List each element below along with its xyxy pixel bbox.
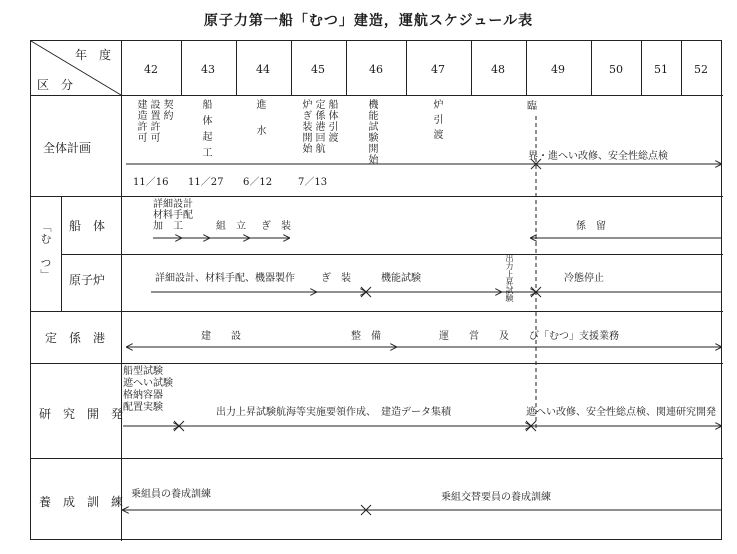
ship-assembly: 組 立 — [216, 221, 246, 232]
ship-outfitting: ぎ 装 — [261, 221, 291, 232]
milestone-ship-delivery: 船体引渡 — [326, 99, 337, 143]
date-1: 11／16 — [133, 177, 169, 188]
ship-mooring: 係 留 — [576, 221, 606, 232]
date-2: 11／27 — [188, 177, 224, 188]
port-maintenance: 整 備 — [351, 331, 381, 342]
date-4: 7／13 — [298, 177, 328, 188]
research-item-1: 船型試験 — [123, 366, 163, 377]
year-42: 42 — [144, 63, 158, 76]
research-end: 遮へい改修、安全性総点検、関連研究開発 — [526, 407, 716, 418]
research-item-3: 格納容器 — [123, 390, 163, 401]
milestone-home-port: 定係港回航 — [313, 99, 324, 154]
ship-fabrication: 加 工 — [153, 221, 183, 232]
year-48: 48 — [491, 63, 505, 76]
year-47: 47 — [431, 63, 445, 76]
date-3: 6／12 — [243, 177, 273, 188]
reactor-design: 詳細設計、材料手配、機器製作 — [155, 273, 295, 284]
port-operation: 運 営 及 び「むつ」支援業務 — [439, 331, 619, 342]
milestone-keel-laying: 船体起工 — [200, 99, 211, 163]
research-middle: 出力上昇試験航海等実施要領作成、 建造データ集積 — [216, 407, 451, 418]
year-52: 52 — [694, 63, 708, 76]
research-item-2: 遮へい試験 — [123, 378, 173, 389]
year-43: 43 — [201, 63, 215, 76]
port-construction: 建 設 — [201, 331, 241, 342]
year-45: 45 — [311, 63, 325, 76]
milestone-launch: 進 水 — [254, 99, 265, 138]
reactor-power-test: 出力上昇試験 — [505, 254, 514, 302]
ship-design: 詳細設計 — [153, 199, 193, 210]
row-label-ship: 船 体 — [69, 219, 106, 233]
year-44: 44 — [256, 63, 270, 76]
training-relief: 乗組交替要員の養成訓練 — [441, 492, 551, 503]
ship-materials: 材料手配 — [153, 210, 193, 221]
milestone-reactor-outfit: 炉ぎ装開始 — [300, 99, 311, 154]
schedule-title: 原子力第一船「むつ」建造，運航スケジュール表 — [203, 13, 534, 29]
year-46: 46 — [369, 63, 383, 76]
row-label-training: 養 成 訓 練 — [39, 495, 124, 509]
year-49: 49 — [551, 63, 565, 76]
schedule-arrows — [31, 41, 723, 541]
reactor-cold-shutdown: 冷態停止 — [564, 273, 604, 284]
reactor-outfitting: ぎ 装 — [321, 273, 351, 284]
row-label-port: 定 係 港 — [45, 331, 106, 345]
reactor-function-test: 機能試験 — [381, 273, 421, 284]
year-51: 51 — [654, 63, 668, 76]
milestone-function-test: 機能試験開始 — [366, 99, 377, 165]
research-item-4: 配置実験 — [123, 402, 163, 413]
milestone-build-permit: 建造許可 — [135, 99, 146, 143]
milestone-install-permit: 設置許可 — [148, 99, 159, 143]
milestone-contract: 契約 — [161, 99, 172, 121]
row-label-reactor: 原子炉 — [69, 273, 106, 287]
schedule-table — [30, 40, 722, 540]
row-label-overall: 全体計画 — [43, 141, 92, 155]
milestone-reactor-delivery: 炉引渡 — [431, 99, 442, 144]
year-50: 50 — [609, 63, 623, 76]
row-label-mutsu: 「む つ」 — [39, 221, 52, 281]
row-label-research: 研 究 開 発 — [39, 407, 124, 421]
category-label: 区 分 — [37, 78, 74, 92]
overall-note: 界・進へい改修、安全性総点検 — [528, 151, 668, 162]
milestone-critical: 臨 — [527, 101, 537, 112]
year-label: 年 度 — [75, 48, 112, 62]
training-crew: 乗組員の養成訓練 — [131, 489, 211, 500]
